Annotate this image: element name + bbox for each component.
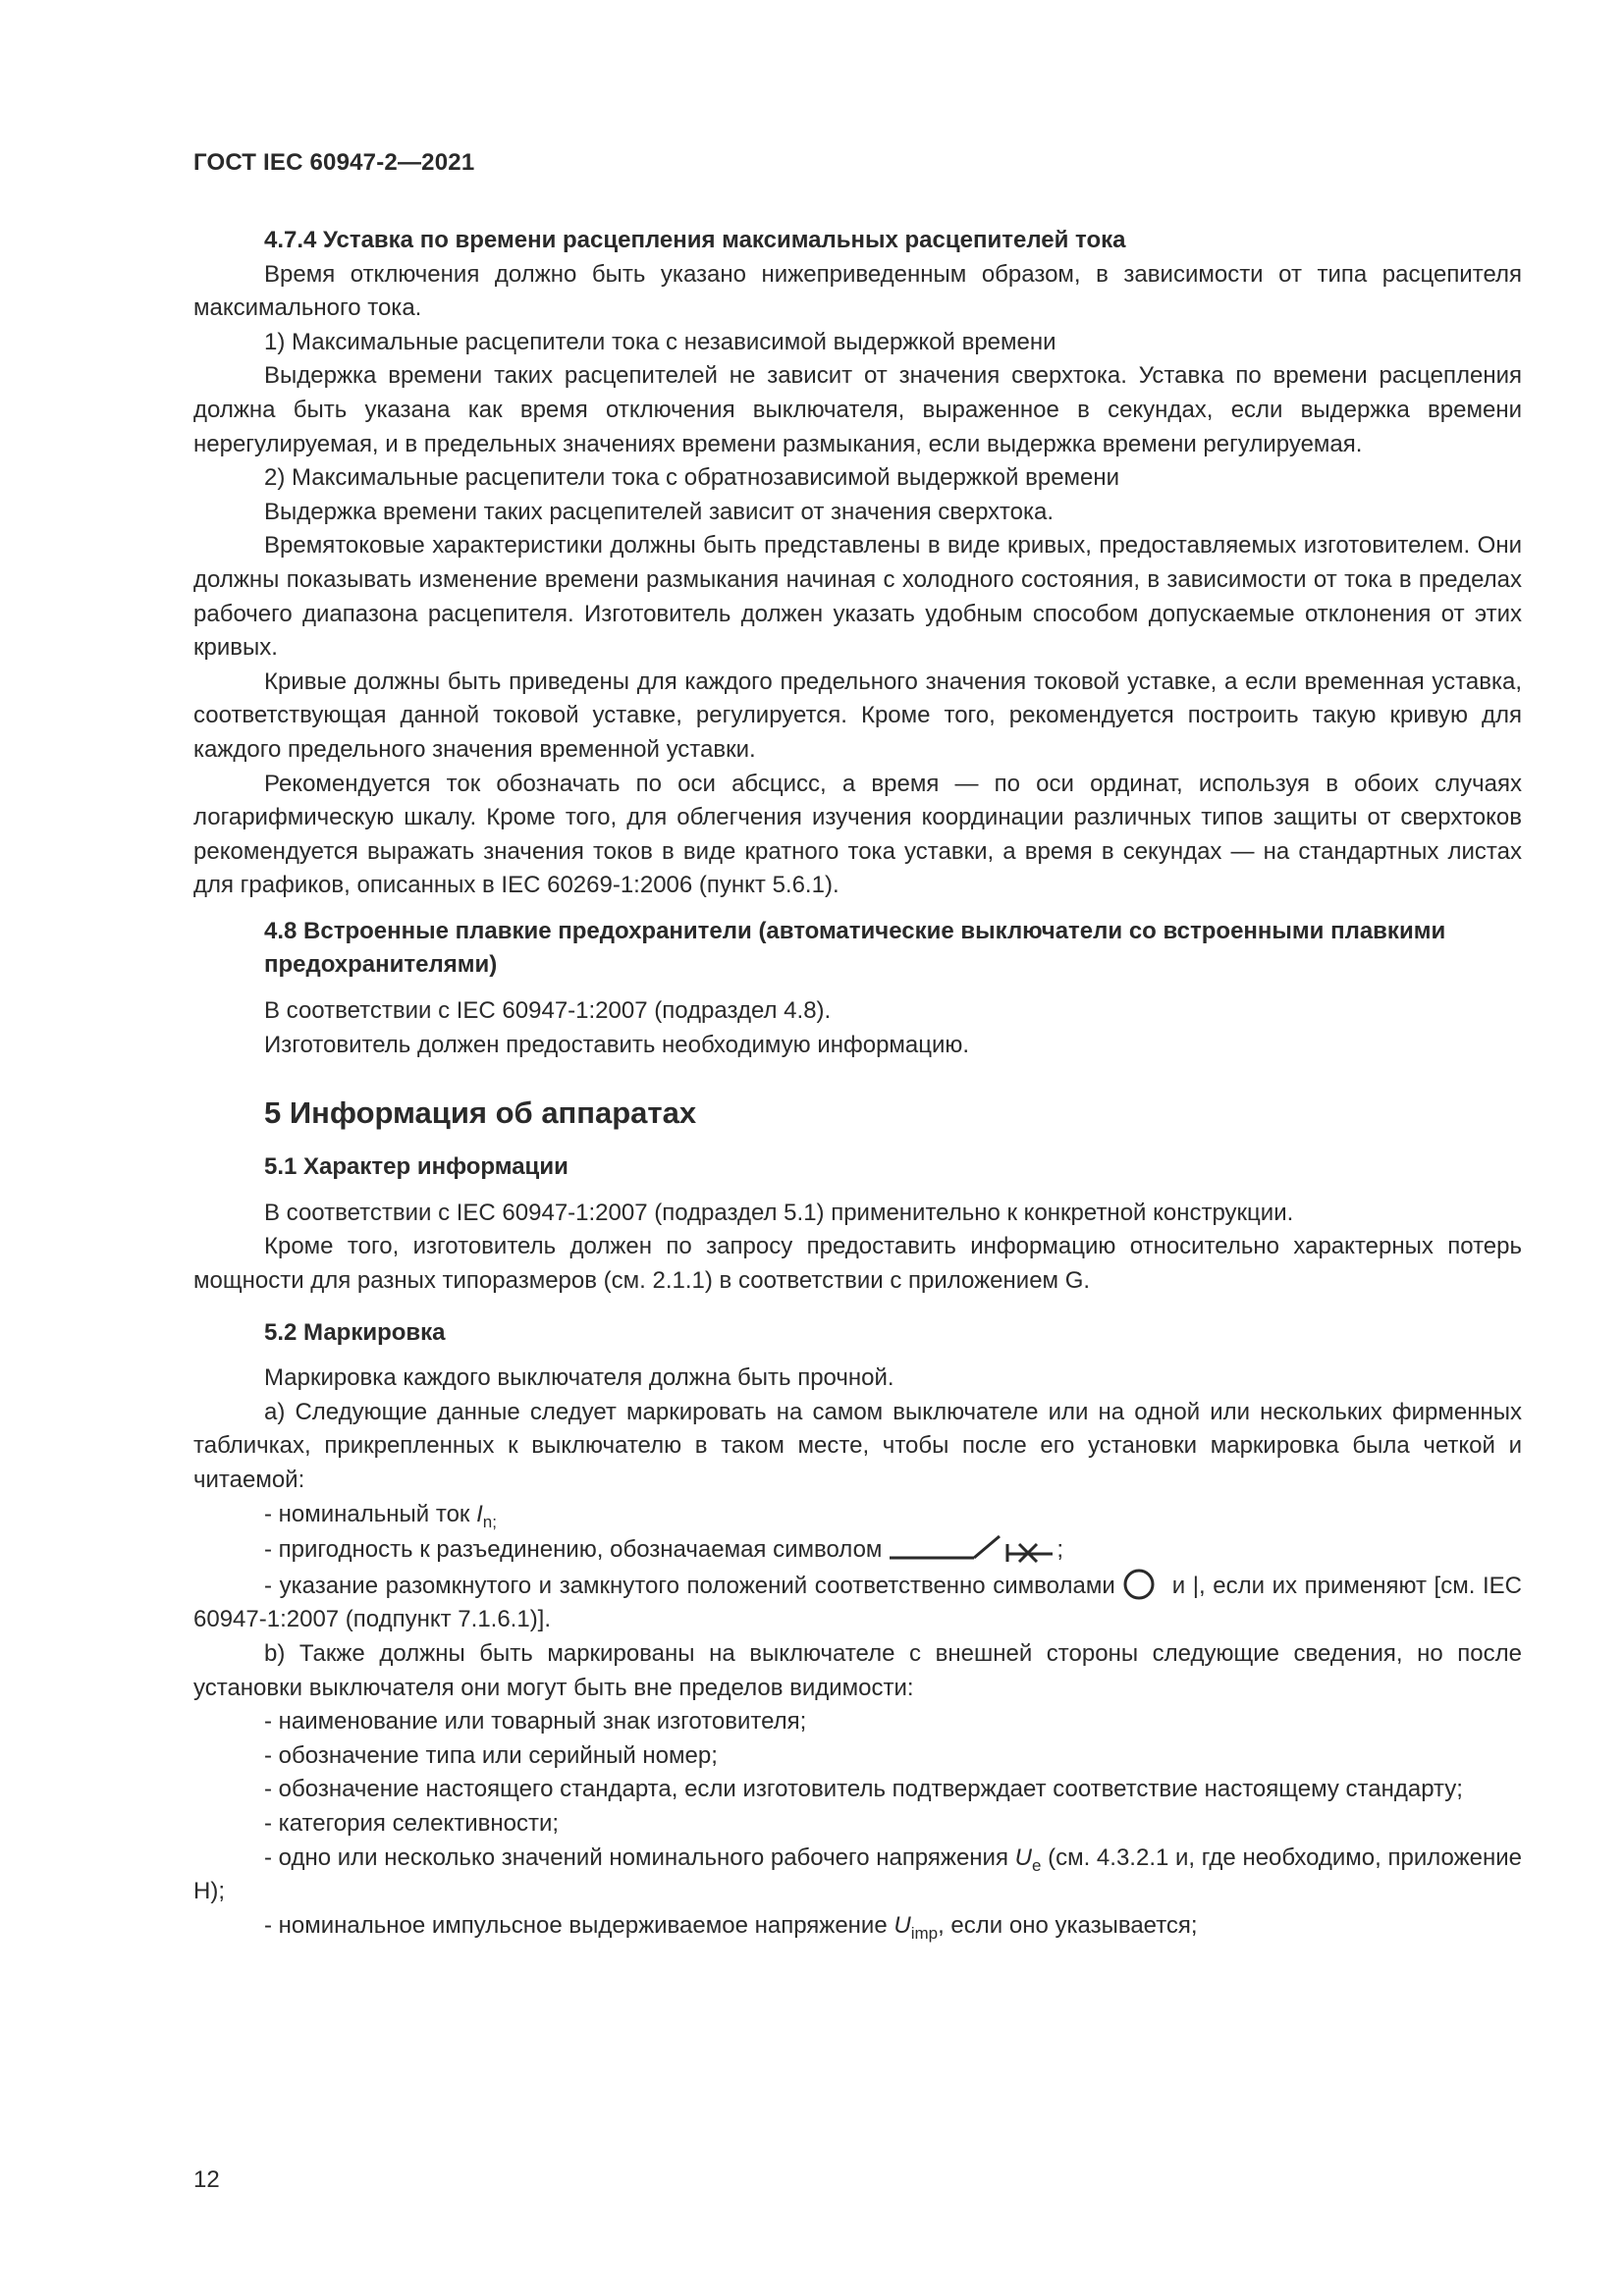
paragraph: a) Следующие данные следует маркировать на самом выключателе или на одной или нескольких фирменных табличках, прикрепленных к выключателю в таком месте, чтобы после его установки маркировка была четкой и читаемой:	[193, 1398, 1522, 1493]
paragraph: Рекомендуется ток обозначать по оси абсцисс, а время — по оси ординат, используя в обоих случаях логарифмическую шкалу. Кроме того, для облегчения изучения координации различных типов защиты от сверхтоков рекомендуется выражать значения токов в виде кратного тока уставки, а время в секундах — на стандартных листах для графиков, описанных в IEC 60269-1:2006 (пункт 5.6.1).	[193, 770, 1522, 899]
paragraph: Кроме того, изготовитель должен по запросу предоставить информацию относительно характерных потерь мощности для разных типоразмеров (см. 2.1.1) в соответствии с приложением G.	[193, 1233, 1522, 1295]
heading-4-7-4: 4.7.4 Уставка по времени расцепления максимальных расцепителей тока	[264, 227, 1126, 253]
heading-5-2: 5.2 Маркировка	[264, 1318, 446, 1346]
list-item: 1) Максимальные расцепители тока с независимой выдержкой времени	[264, 328, 1056, 355]
list-item: - обозначение настоящего стандарта, если изготовитель подтверждает соответствие настоящему стандарту;	[264, 1776, 1463, 1803]
list-item-text: - номинальное импульсное выдерживаемое напряжение	[264, 1911, 894, 1939]
list-item-text: - пригодность к разъединению, обозначаемая символом	[264, 1536, 883, 1564]
symbol-current: I	[476, 1500, 483, 1527]
list-item-text-after: и |, если их применяют [см. IEC 60947-1:2007 (подпункт 7.1.6.1)].	[193, 1572, 1523, 1633]
circle-open-position-icon	[1119, 1568, 1159, 1601]
list-item-rated-voltage	[193, 1842, 1522, 1909]
paragraph: Маркировка каждого выключателя должна быть прочной.	[264, 1364, 894, 1392]
paragraph: В соответствии с IEC 60947-1:2007 (подраздел 4.8).	[264, 997, 832, 1025]
paragraph: В соответствии с IEC 60947-1:2007 (подраздел 5.1) применительно к конкретной конструкции.	[264, 1199, 1294, 1226]
list-item-text: - указание разомкнутого и замкнутого положений соответственно символами	[264, 1572, 1115, 1599]
paragraph: Кривые должны быть приведены для каждого предельного значения токовой уставке, а если временная уставка, соответствующая данной токовой уставке, регулируется. Кроме того, рекомендуется построить такую кривую для каждого предельного значения временной уставки.	[193, 667, 1522, 763]
list-item: - категория селективности;	[264, 1809, 560, 1837]
list-item-rated-current	[193, 1498, 1522, 1532]
list-item: - наименование или товарный знак изготовителя;	[264, 1708, 807, 1735]
heading-section-5: 5 Информация об аппаратах	[264, 1095, 697, 1131]
paragraph: Выдержка времени таких расцепителей не зависит от значения сверхтока. Уставка по времени расцепления должна быть указана как время отключения выключателя, выраженное в секундах, если выдержка времени нерегулируемая, и в предельных значениях времени размыкания, если выдержка времени регулируемая.	[193, 362, 1522, 457]
list-item-positions	[193, 1568, 1522, 1637]
list-item-impulse-voltage	[193, 1909, 1522, 1944]
list-item-text-after: (см. 4.3.2.1 и, где необходимо, приложение H);	[193, 1843, 1522, 1905]
paragraph: Изготовитель должен предоставить необходимую информацию.	[264, 1031, 970, 1058]
symbol-voltage: U	[1014, 1843, 1032, 1871]
isolation-disconnector-icon	[888, 1531, 1056, 1563]
heading-4-8: 4.8 Встроенные плавкие предохранители (автоматические выключатели со встроенными плавкими предохранителями)	[264, 917, 1446, 979]
paragraph: Времятоковые характеристики должны быть представлены в виде кривых, предоставляемых изготовителем. Они должны показывать изменение времени размыкания начиная с холодного состояния, в зависимости от тока в пределах рабочего диапазона расцепителя. Изготовитель должен указать удобным способом допускаемые отклонения от этих кривых.	[193, 532, 1522, 662]
list-item: 2) Максимальные расцепители тока с обратнозависимой выдержкой времени	[264, 464, 1120, 492]
list-item-isolation	[193, 1531, 1522, 1568]
symbol-subscript: n;	[482, 1512, 497, 1531]
heading-5-1: 5.1 Характер информации	[264, 1153, 568, 1181]
list-item-text-after: , если оно указывается;	[938, 1911, 1198, 1939]
page-content	[193, 224, 1522, 1943]
list-item-text: - номинальный ток	[264, 1500, 477, 1527]
list-item: - обозначение типа или серийный номер;	[264, 1741, 718, 1769]
symbol-subscript: e	[1031, 1855, 1042, 1875]
page-header-standard-title: ГОСТ IEC 60947-2—2021	[193, 149, 475, 176]
paragraph: b) Также должны быть маркированы на выключателе с внешней стороны следующие сведения, но после установки выключателя они могут быть вне пределов видимости:	[193, 1639, 1522, 1701]
list-item-text: - одно или несколько значений номинального рабочего напряжения	[264, 1843, 1015, 1871]
symbol-voltage: U	[893, 1911, 911, 1939]
symbol-subscript: imp	[910, 1923, 939, 1943]
page-number: 12	[193, 2166, 220, 2193]
paragraph: Выдержка времени таких расцепителей зависит от значения сверхтока.	[264, 498, 1054, 525]
paragraph: Время отключения должно быть указано нижеприведенным образом, в зависимости от типа расцепителя максимального тока.	[193, 260, 1522, 322]
list-item-end: ;	[1056, 1536, 1064, 1564]
